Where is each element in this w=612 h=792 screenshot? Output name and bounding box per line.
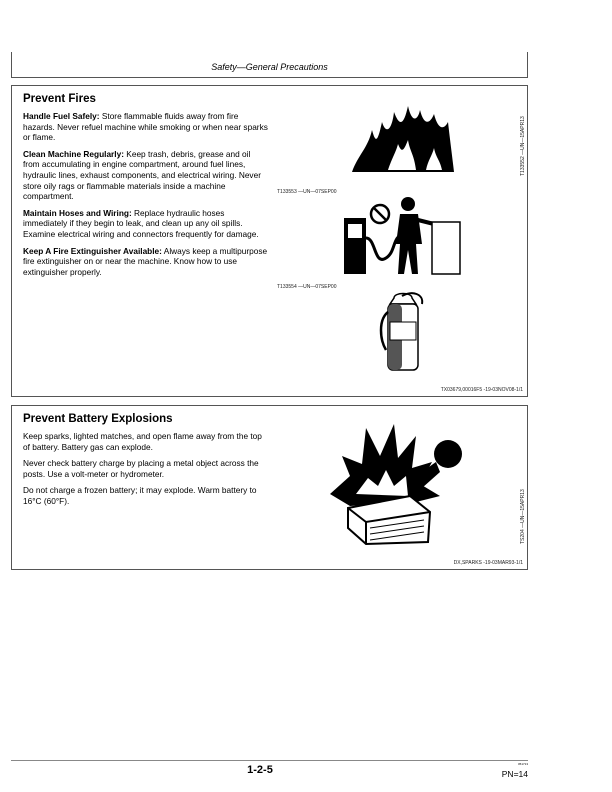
paragraph-heading: Maintain Hoses and Wiring:: [23, 207, 132, 218]
page-number: 1-2-5: [247, 764, 273, 776]
battery-caption: TS204 —UN—15APR13: [520, 489, 526, 544]
paragraph-text: Replace hydraulic hoses immediately if they begin to leak, and clean up any oil spills. Examine electrical wiring and connectors frequently for damage.: [23, 207, 259, 239]
battery-text: [23, 431, 268, 513]
refuel-caption: T133553 —UN—07SEP00: [277, 189, 337, 195]
paragraph-text: Always keep a multipurpose fire extinguisher on or near the machine. Know how to use extinguisher properly.: [23, 245, 268, 277]
footer-divider: [11, 760, 528, 761]
prevent-fires-section: [11, 85, 528, 397]
paragraph-text: Keep trash, debris, grease and oil from accumulating in engine compartment, around fuel lines, hydraulic lines, exhaust components, and electrical wiring. Never store oily rags or flammable materials inside a machine compartment.: [23, 148, 261, 202]
flames-illustration: [348, 100, 458, 176]
battery-paragraph: Keep sparks, lighted matches, and open flame away from the top of battery. Battery gas can explode.: [23, 431, 262, 452]
prevent-battery-explosions-section: [11, 405, 528, 570]
pn-label: PN=14: [501, 769, 528, 779]
clean-machine-paragraph: [23, 149, 268, 202]
battery-explosion-illustration: [320, 416, 480, 546]
battery-ref: DX,SPARKS -19-03MAR93-1/1: [453, 560, 523, 566]
section-title: Prevent Battery Explosions: [23, 413, 173, 425]
paragraph-heading: Handle Fuel Safely:: [23, 111, 100, 121]
flames-caption: T133552 —UN—15APR13: [520, 116, 526, 176]
battery-paragraph: Never check battery charge by placing a metal object across the posts. Use a volt-meter or hydrometer.: [23, 458, 259, 479]
fire-extinguisher-illustration: [372, 290, 432, 374]
hoses-wiring-paragraph: [23, 208, 268, 240]
extinguisher-caption: T133554 —UN—07SEP00: [277, 284, 337, 290]
paragraph-text: Store flammable fluids away from fire hazards. Never refuel machine while smoking or when near sparks or flame.: [23, 111, 268, 143]
fuel-safety-paragraph: [23, 111, 268, 143]
battery-paragraph: Do not charge a frozen battery; it may explode. Warm battery to 16°C (60°F).: [23, 485, 257, 506]
fires-ref: TX03679,00016F5 -19-03NOV08-1/1: [440, 387, 523, 393]
page-header-title: Safety—General Precautions: [211, 62, 328, 72]
fires-text: [23, 111, 268, 283]
refuel-no-smoking-illustration: [338, 194, 462, 278]
paragraph-heading: Clean Machine Regularly:: [23, 148, 124, 159]
section-title: Prevent Fires: [23, 93, 96, 105]
paragraph-heading: Keep A Fire Extinguisher Available:: [23, 245, 162, 256]
footer-code: 051713: [517, 762, 528, 766]
extinguisher-paragraph: [23, 246, 268, 278]
